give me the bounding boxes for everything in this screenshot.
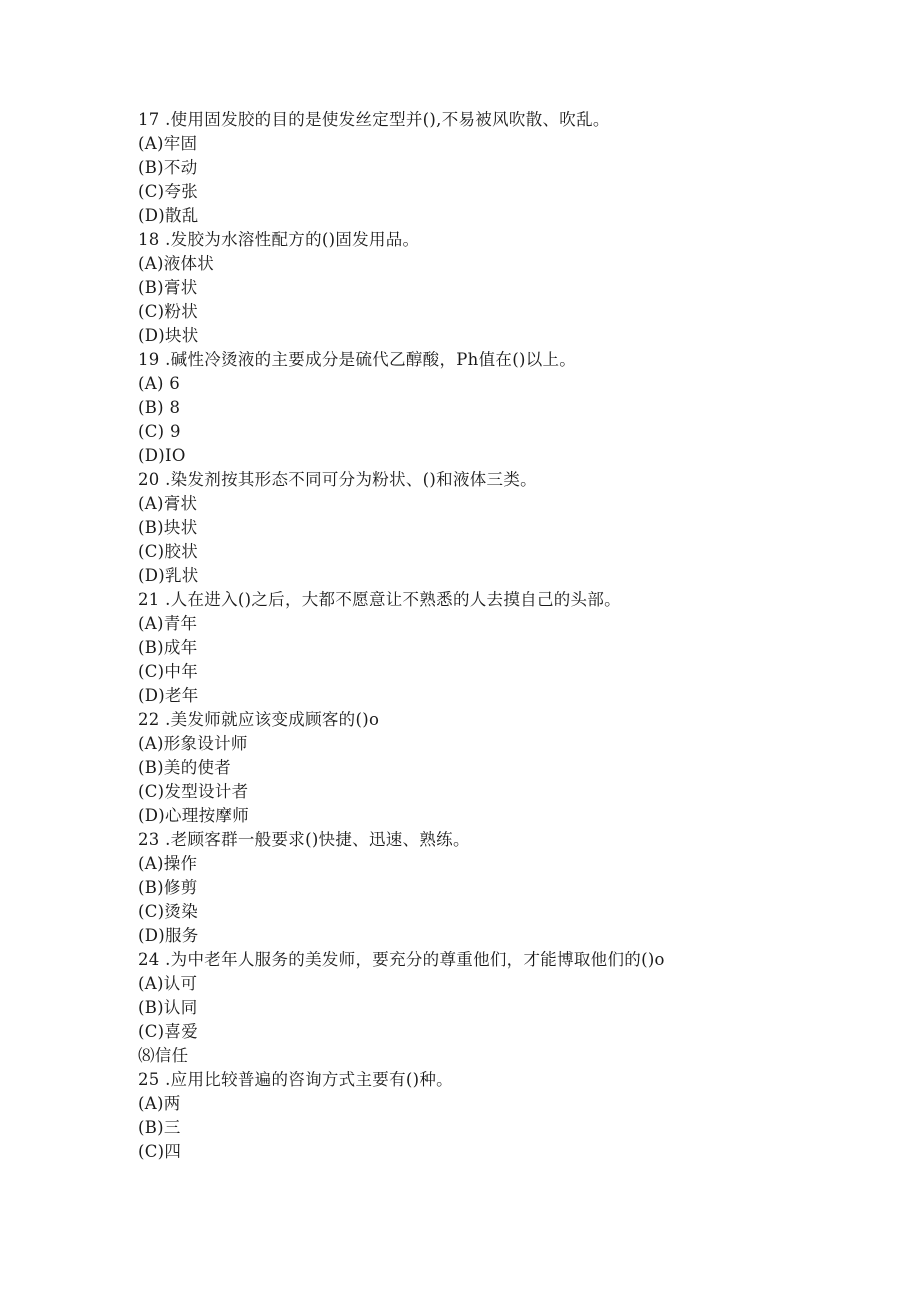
option-d: (D)服务: [138, 926, 199, 945]
option-a: (A)两: [138, 1094, 181, 1113]
question-23: [138, 828, 878, 948]
question-stem: 18 .发胶为水溶性配方的()固发用品。: [138, 230, 420, 249]
option-a: (A)操作: [138, 854, 198, 873]
option-d: ⑻信任: [138, 1046, 189, 1065]
option-b: (B)修剪: [138, 878, 198, 897]
question-stem: 25 .应用比较普遍的咨询方式主要有()种。: [138, 1070, 453, 1089]
question-stem: 17 .使用固发胶的目的是使发丝定型并(),不易被风吹散、吹乱。: [138, 110, 610, 129]
option-a: (A)液体状: [138, 254, 215, 273]
option-c: (C) 9: [138, 422, 181, 441]
question-stem: 24 .为中老年人服务的美发师，要充分的尊重他们，才能博取他们的()o: [138, 950, 665, 969]
option-d: (D)块状: [138, 326, 199, 345]
question-20: [138, 468, 878, 588]
option-a: (A)牢固: [138, 134, 198, 153]
question-25: [138, 1068, 878, 1164]
option-c: (C)四: [138, 1142, 182, 1161]
question-stem: 23 .老顾客群一般要求()快捷、迅速、熟练。: [138, 830, 470, 849]
question-stem: 20 .染发剂按其形态不同可分为粉状、()和液体三类。: [138, 470, 537, 489]
option-c: (C)胶状: [138, 542, 198, 561]
option-c: (C)烫染: [138, 902, 198, 921]
question-24: [138, 948, 878, 1068]
option-d: (D)老年: [138, 686, 199, 705]
option-b: (B)块状: [138, 518, 198, 537]
option-a: (A)认可: [138, 974, 198, 993]
option-b: (B)认同: [138, 998, 198, 1017]
question-22: [138, 708, 878, 828]
option-c: (C)喜爱: [138, 1022, 198, 1041]
question-19: [138, 348, 878, 468]
option-b: (B)不动: [138, 158, 198, 177]
question-stem: 21 .人在进入()之后，大都不愿意让不熟悉的人去摸自己的头部。: [138, 590, 621, 609]
option-c: (C)夸张: [138, 182, 198, 201]
option-b: (B)三: [138, 1118, 181, 1137]
question-stem: 22 .美发师就应该变成顾客的()o: [138, 710, 380, 729]
question-stem: 19 .碱性冷烫液的主要成分是硫代乙醇酸，Ph值在()以上。: [138, 350, 577, 369]
option-d: (D)散乱: [138, 206, 199, 225]
option-b: (B)成年: [138, 638, 198, 657]
question-sheet: [138, 108, 878, 1164]
option-c: (C)发型设计者: [138, 782, 249, 801]
option-a: (A) 6: [138, 374, 181, 393]
question-17: [138, 108, 878, 228]
option-d: (D)乳状: [138, 566, 199, 585]
option-a: (A)形象设计师: [138, 734, 248, 753]
option-a: (A)青年: [138, 614, 198, 633]
option-c: (C)粉状: [138, 302, 198, 321]
question-18: [138, 228, 878, 348]
option-d: (D)心理按摩师: [138, 806, 250, 825]
option-d: (D)IO: [138, 446, 186, 465]
option-b: (B)美的使者: [138, 758, 232, 777]
option-b: (B)膏状: [138, 278, 198, 297]
option-b: (B) 8: [138, 398, 181, 417]
option-a: (A)膏状: [138, 494, 198, 513]
question-21: [138, 588, 878, 708]
option-c: (C)中年: [138, 662, 198, 681]
